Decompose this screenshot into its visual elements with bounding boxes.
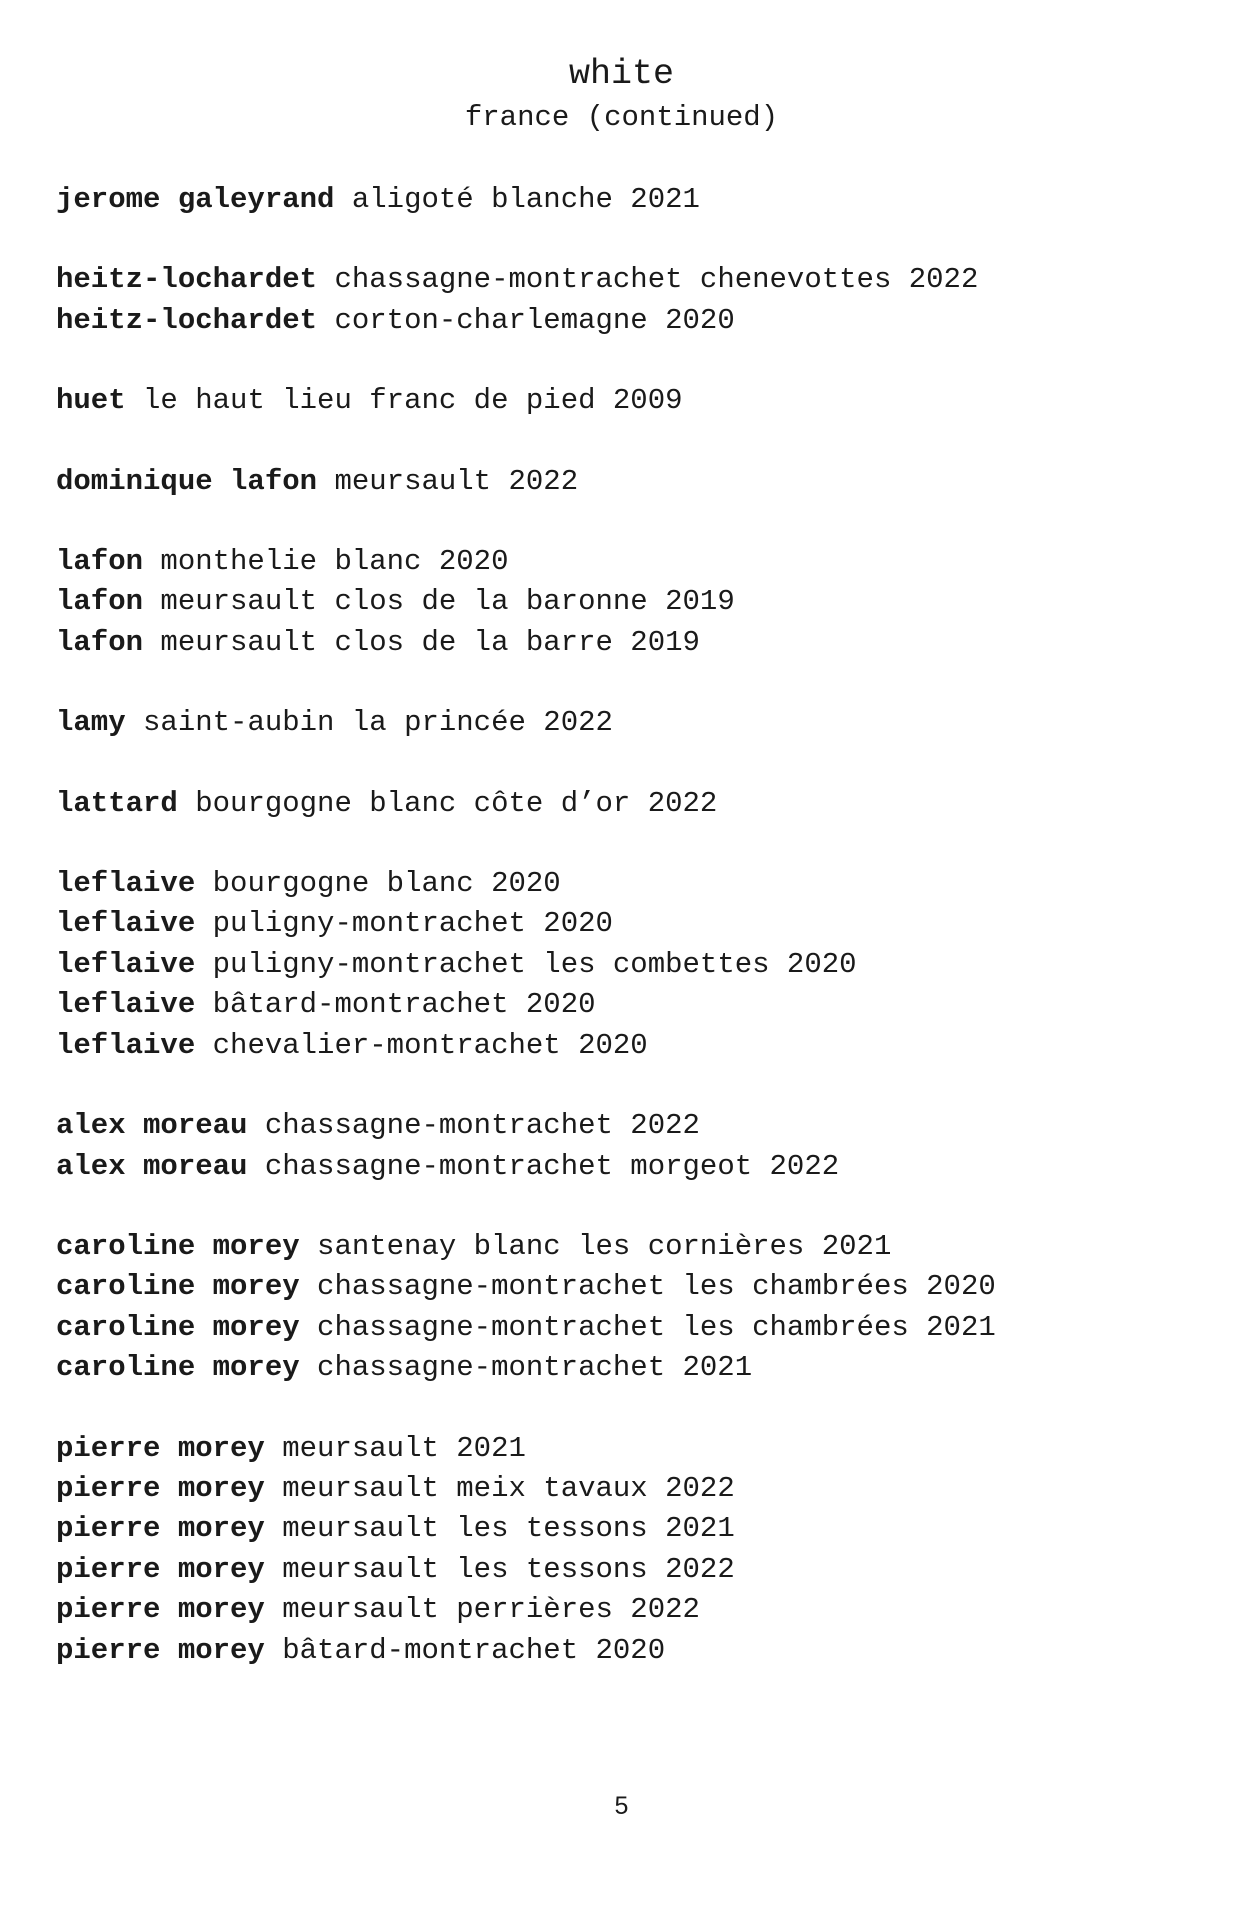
wine-name: bâtard-montrachet 2020 xyxy=(282,1633,666,1667)
section-title: white xyxy=(568,54,675,94)
wine-entry xyxy=(56,1550,1206,1590)
wine-entry xyxy=(56,1469,1206,1509)
wine-name: puligny-montrachet 2020 xyxy=(212,907,613,941)
wine-name: bâtard-montrachet 2020 xyxy=(212,988,596,1022)
wine-entry xyxy=(56,582,1206,622)
wine-name: chassagne-montrachet morgeot 2022 xyxy=(264,1149,840,1183)
producer-name: pierre morey xyxy=(56,1431,265,1465)
producer-name: huet xyxy=(56,384,126,418)
producer-name: lattard xyxy=(56,786,178,820)
producer-name: leflaive xyxy=(56,947,196,981)
wine-entry xyxy=(56,462,1206,502)
wine-group xyxy=(56,864,1206,1066)
wine-entry xyxy=(56,260,1206,300)
wine-group xyxy=(56,1429,1206,1671)
wine-entry xyxy=(56,1348,1206,1388)
producer-name: dominique lafon xyxy=(56,464,318,498)
producer-name: leflaive xyxy=(56,988,196,1022)
wine-name: le haut lieu franc de pied 2009 xyxy=(143,384,683,418)
wine-entry xyxy=(56,1147,1206,1187)
wine-group xyxy=(56,542,1206,663)
producer-name: jerome galeyrand xyxy=(56,183,335,216)
producer-name: leflaive xyxy=(56,1028,196,1062)
producer-name: pierre morey xyxy=(56,1512,265,1546)
wine-group xyxy=(56,703,1206,743)
wine-entry xyxy=(56,1106,1206,1146)
page-number: 5 xyxy=(614,1792,629,1820)
wine-entry xyxy=(56,904,1206,944)
producer-name: lafon xyxy=(56,585,144,619)
wine-entry xyxy=(56,1227,1206,1267)
wine-entry xyxy=(56,1026,1206,1066)
wine-name: aligoté blanche 2021 xyxy=(351,183,700,216)
wine-name: chassagne-montrachet chenevottes 2022 xyxy=(334,263,979,297)
wine-entry xyxy=(56,1509,1206,1549)
wine-entry xyxy=(56,985,1206,1025)
wine-entry xyxy=(56,1631,1206,1671)
wine-name: saint-aubin la princée 2022 xyxy=(143,706,613,740)
wine-entry xyxy=(56,1267,1206,1307)
wine-name: monthelie blanc 2020 xyxy=(160,545,509,579)
wine-name: meursault les tessons 2022 xyxy=(282,1552,735,1586)
wine-group xyxy=(56,260,1206,341)
wine-entry xyxy=(56,945,1206,985)
producer-name: heitz-lochardet xyxy=(56,303,318,337)
producer-name: caroline morey xyxy=(56,1270,300,1304)
wine-name: chevalier-montrachet 2020 xyxy=(212,1028,648,1062)
producer-name: alex moreau xyxy=(56,1109,248,1143)
wine-name: meursault perrières 2022 xyxy=(282,1593,700,1627)
wine-entry xyxy=(56,864,1206,904)
producer-name: caroline morey xyxy=(56,1351,300,1385)
wine-entry xyxy=(56,180,1206,220)
producer-name: caroline morey xyxy=(56,1229,300,1263)
producer-name: pierre morey xyxy=(56,1633,265,1667)
wine-entry xyxy=(56,623,1206,663)
wine-name: meursault 2021 xyxy=(282,1431,526,1465)
producer-name: leflaive xyxy=(56,867,196,901)
wine-entry xyxy=(56,1590,1206,1630)
wine-name: meursault 2022 xyxy=(334,464,579,498)
producer-name: pierre morey xyxy=(56,1552,265,1586)
wine-group xyxy=(56,180,1206,220)
producer-name: pierre morey xyxy=(56,1471,265,1505)
wine-list xyxy=(56,180,1206,1711)
wine-entry xyxy=(56,542,1206,582)
section-subtitle: france (continued) xyxy=(464,101,779,134)
wine-entry xyxy=(56,301,1206,341)
producer-name: caroline morey xyxy=(56,1310,300,1344)
wine-entry xyxy=(56,784,1206,824)
producer-name: pierre morey xyxy=(56,1593,265,1627)
producer-name: lafon xyxy=(56,625,144,659)
wine-name: chassagne-montrachet les chambrées 2021 xyxy=(317,1310,996,1344)
wine-entry xyxy=(56,1308,1206,1348)
wine-entry xyxy=(56,381,1206,421)
wine-name: chassagne-montrachet 2022 xyxy=(264,1109,700,1143)
wine-name: meursault clos de la baronne 2019 xyxy=(160,585,735,619)
wine-name: meursault les tessons 2021 xyxy=(282,1512,735,1546)
wine-name: chassagne-montrachet 2021 xyxy=(317,1351,753,1385)
wine-name: puligny-montrachet les combettes 2020 xyxy=(212,947,857,981)
wine-group xyxy=(56,381,1206,421)
producer-name: lamy xyxy=(56,706,126,740)
wine-group xyxy=(56,462,1206,502)
wine-name: bourgogne blanc 2020 xyxy=(212,867,561,901)
wine-name: chassagne-montrachet les chambrées 2020 xyxy=(317,1270,996,1304)
producer-name: alex moreau xyxy=(56,1149,248,1183)
wine-group xyxy=(56,1227,1206,1389)
producer-name: leflaive xyxy=(56,907,196,941)
wine-name: meursault clos de la barre 2019 xyxy=(160,625,700,659)
producer-name: heitz-lochardet xyxy=(56,263,318,297)
wine-entry xyxy=(56,703,1206,743)
wine-entry xyxy=(56,1429,1206,1469)
wine-group xyxy=(56,784,1206,824)
wine-group xyxy=(56,1106,1206,1187)
wine-name: meursault meix tavaux 2022 xyxy=(282,1471,735,1505)
wine-name: bourgogne blanc côte d’or 2022 xyxy=(195,786,718,820)
producer-name: lafon xyxy=(56,545,144,579)
wine-name: corton-charlemagne 2020 xyxy=(334,303,735,337)
wine-name: santenay blanc les cornières 2021 xyxy=(317,1229,892,1263)
